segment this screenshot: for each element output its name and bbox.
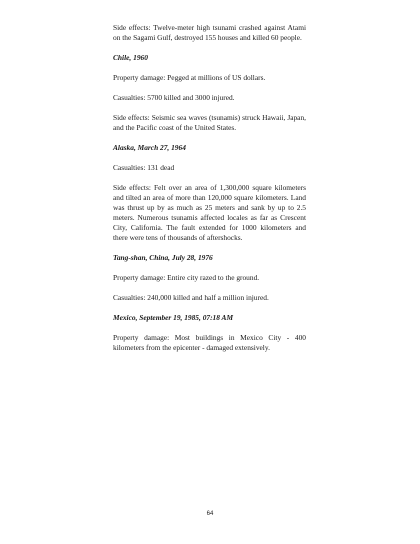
document-body <box>113 23 306 363</box>
tangshan-heading: Tang-shan, China, July 28, 1976 <box>113 253 213 262</box>
alaska-side-effects: Side effects: Felt over an area of 1,300,000 square kilometers and tilted an area of more than 120,000 square kilometers. Land was thrust up by as much as 25 meters and sank by up to 2.5 meters. Numerous tsunamis affected locales as far as Crescent City, California. The fault extended for 1000 kilometers and there were tens of thousands of aftershocks. <box>113 183 306 242</box>
tangshan-property-damage: Property damage: Entire city razed to the ground. <box>113 273 260 282</box>
chile-property-damage: Property damage: Pegged at millions of US dollars. <box>113 73 266 82</box>
chile-heading: Chile, 1960 <box>113 53 148 62</box>
intro-side-effects: Side effects: Twelve-meter high tsunami crashed against Atami on the Sagami Gulf, destroyed 155 houses and killed 60 people. <box>113 23 306 42</box>
page-number: 64 <box>206 511 214 517</box>
alaska-casualties: Casualties: 131 dead <box>113 163 175 172</box>
tangshan-casualties: Casualties: 240,000 killed and half a million injured. <box>113 293 269 302</box>
chile-side-effects: Side effects: Seismic sea waves (tsunamis) struck Hawaii, Japan, and the Pacific coast of the United States. <box>113 113 306 132</box>
alaska-heading: Alaska, March 27, 1964 <box>113 143 186 152</box>
mexico-heading: Mexico, September 19, 1985, 07:18 AM <box>113 313 234 322</box>
mexico-property-damage: Property damage: Most buildings in Mexico City - 400 kilometers from the epicenter - damaged extensively. <box>113 333 306 352</box>
chile-casualties: Casualties: 5700 killed and 3000 injured. <box>113 93 235 102</box>
